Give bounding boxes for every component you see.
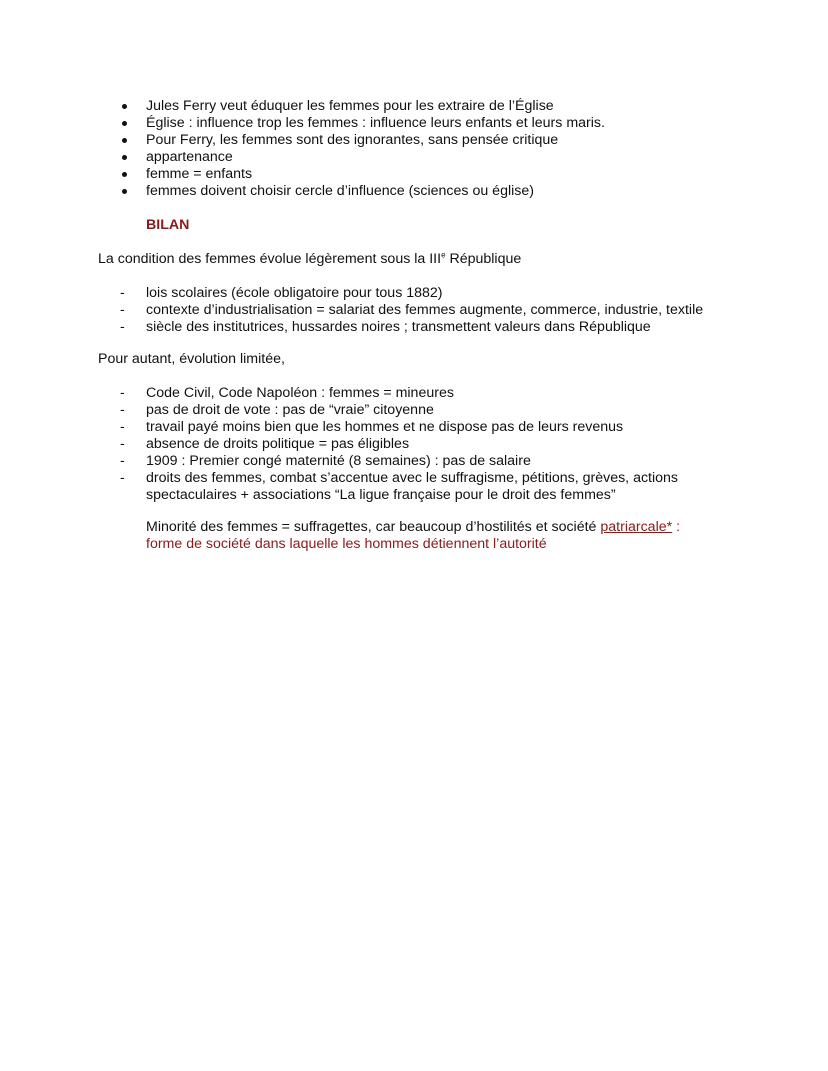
condition-sentence [98, 251, 521, 268]
note-text: Minorité des femmes = suffragettes, car beaucoup d’hostilités et société [146, 519, 601, 535]
list-item: - lois scolaires (école obligatoire pour tous 1882) [146, 285, 786, 302]
patriarcale-term-link[interactable]: patriarcale* [600, 519, 673, 535]
condition-prefix: La condition des femmes évolue légèrement sous la III [98, 251, 442, 267]
list-item: - siècle des institutrices, hussardes noires ; transmettent valeurs dans République [146, 319, 786, 336]
suffragettes-note [146, 519, 786, 553]
list-item: - droits des femmes, combat s’accentue avec le suffragisme, pétitions, grèves, actions spectaculaires + associations “La ligue française pour le droit des femmes” [146, 470, 726, 504]
condition-superscript: e [441, 250, 446, 260]
list-item: femmes doivent choisir cercle d’influence (sciences ou église) [146, 183, 786, 200]
patriarcale-definition: forme de société dans laquelle les hommes détiennent l’autorité [146, 536, 547, 552]
list-item: Église : influence trop les femmes : influence leurs enfants et leurs maris. [146, 115, 786, 132]
condition-suffix: République [445, 251, 522, 267]
list-item: appartenance [146, 149, 786, 166]
list-item: Pour Ferry, les femmes sont des ignorantes, sans pensée critique [146, 132, 786, 149]
limits-dash-list [146, 385, 786, 504]
bilan-heading: BILAN [146, 217, 190, 233]
list-item: - absence de droits politique = pas éligibles [146, 436, 786, 453]
list-item: femme = enfants [146, 166, 786, 183]
list-item: - 1909 : Premier congé maternité (8 semaines) : pas de salaire [146, 453, 786, 470]
limits-intro: Pour autant, évolution limitée, [98, 351, 285, 367]
list-item: Jules Ferry veut éduquer les femmes pour les extraire de l’Église [146, 98, 786, 115]
evolution-dash-list [146, 285, 786, 336]
list-item: - pas de droit de vote : pas de “vraie” citoyenne [146, 402, 786, 419]
list-item: - contexte d’industrialisation = salariat des femmes augmente, commerce, industrie, textile [146, 302, 786, 319]
intro-bullet-list [146, 98, 786, 200]
list-item: - Code Civil, Code Napoléon : femmes = mineures [146, 385, 786, 402]
list-item: - travail payé moins bien que les hommes et ne dispose pas de leurs revenus [146, 419, 786, 436]
note-colon: : [672, 519, 681, 535]
